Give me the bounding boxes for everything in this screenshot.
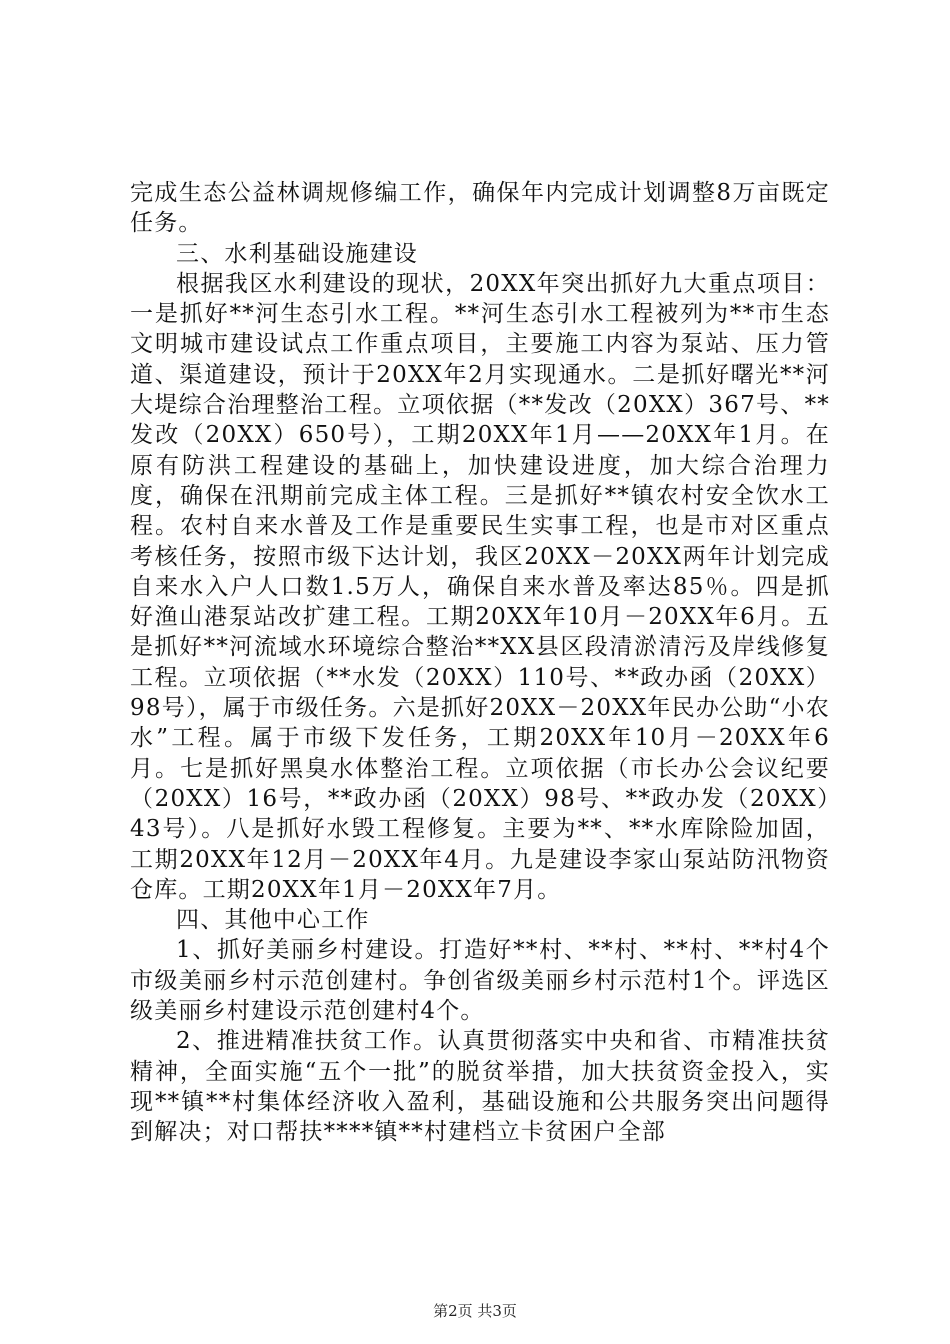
page-number-footer: 第2页 共3页 [433,1302,517,1320]
paragraph-poverty-alleviation: 2、推进精准扶贫工作。认真贯彻落实中央和省、市精准扶贫精神，全面实施“五个一批”的脱贫举措，加大扶贫资金投入，实现**镇**村集体经济收入盈利，基础设施和公共服务突出问题得到解决；对口帮扶****镇**村建档立卡贫困户全部 [130,1028,830,1146]
section-heading-3: 三、水利基础设施建设 [176,240,418,267]
paragraph-water-projects: 根据我区水利建设的现状，20XX年突出抓好九大重点项目：一是抓好**河生态引水工程。**河生态引水工程被列为**市生态文明城市建设试点工作重点项目，主要施工内容为泵站、压力管道、渠道建设，预计于20XX年2月实现通水。二是抓好曙光**河大堤综合治理整治工程。立项依据（**发改（20XX）367号、**发改（20XX）650号），工期20XX年1月——20XX年1月。在原有防洪工程建设的基础上，加快建设进度，加大综合治理力度，确保在汛期前完成主体工程。三是抓好**镇农村安全饮水工程。农村自来水普及工作是重要民生实事工程，也是市对区重点考核任务，按照市级下达计划，我区20XX－20XX两年计划完成自来水入户人口数1.5万人，确保自来水普及率达85％。四是抓好渔山港泵站改扩建工程。工期20XX年10月－20XX年6月。五是抓好**河流域水环境综合整治**XX县区段清淤清污及岸线修复工程。立项依据（**水发（20XX）110号、**政办函（20XX）98号），属于市级任务。六是抓好20XX－20XX年民办公助“小农水”工程。属于市级下发任务，工期20XX年10月－20XX年6月。七是抓好黑臭水体整治工程。立项依据（市长办公会议纪要（20XX）16号，**政办函（20XX）98号、**政办发（20XX）43号）。八是抓好水毁工程修复。主要为**、**水库除险加固，工期20XX年12月－20XX年4月。九是建设李家山泵站防汛物资仓库。工期20XX年1月－20XX年7月。 [130,270,830,903]
document-body [130,178,830,1148]
paragraph-beautiful-village: 1、抓好美丽乡村建设。打造好**村、**村、**村、**村4个市级美丽乡村示范创建村。争创省级美丽乡村示范村1个。评选区级美丽乡村建设示范创建村4个。 [130,937,830,1025]
section-heading-4: 四、其他中心工作 [176,907,370,934]
paragraph-1: 完成生态公益林调规修编工作，确保年内完成计划调整8万亩既定任务。 [130,180,830,237]
